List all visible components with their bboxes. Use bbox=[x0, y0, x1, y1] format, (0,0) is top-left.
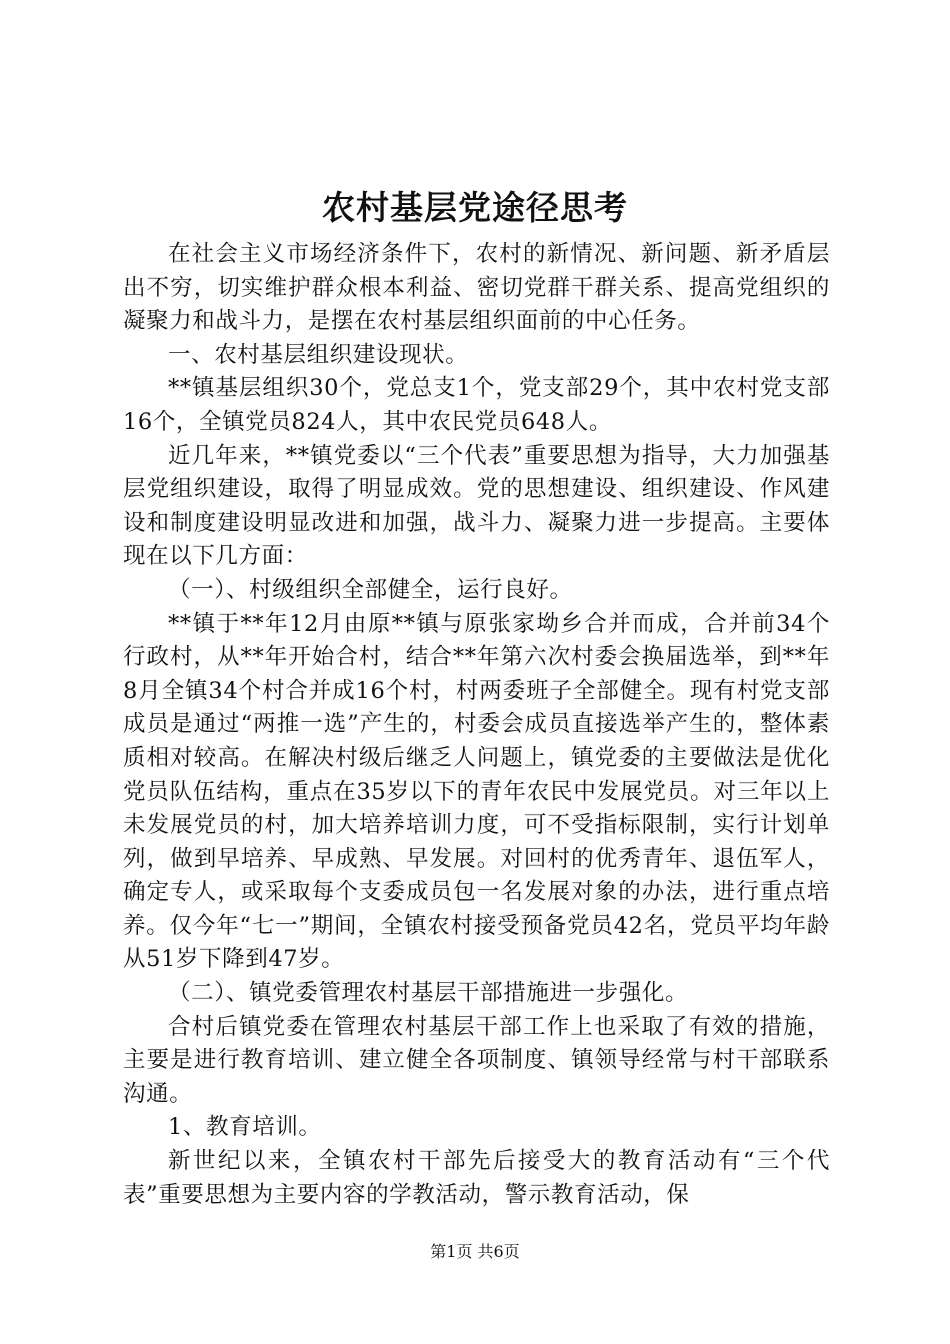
item-heading: 1、教育培训。 bbox=[168, 1114, 322, 1141]
subsection-heading: （二）、镇党委管理农村基层干部措施进一步强化。 bbox=[168, 980, 689, 1007]
page-footer: 第1页 共6页 bbox=[430, 1242, 520, 1261]
document-body bbox=[123, 238, 830, 1212]
paragraph: 新世纪以来，全镇农村干部先后接受大的教育活动有“三个代表”重要思想为主要内容的学教活动，警示教育活动，保 bbox=[123, 1148, 830, 1208]
paragraph: 在社会主义市场经济条件下，农村的新情况、新问题、新矛盾层出不穷，切实维护群众根本利益、密切党群干群关系、提高党组织的凝聚力和战斗力，是摆在农村基层组织面前的中心任务。 bbox=[123, 241, 830, 335]
paragraph: 合村后镇党委在管理农村基层干部工作上也采取了有效的措施，主要是进行教育培训、建立健全各项制度、镇领导经常与村干部联系沟通。 bbox=[123, 1013, 830, 1107]
paragraph: **镇基层组织30个，党总支1个，党支部29个，其中农村党支部16个，全镇党员824人，其中农民党员648人。 bbox=[123, 375, 830, 435]
paragraph: 近几年来，**镇党委以“三个代表”重要思想为指导，大力加强基层党组织建设，取得了明显成效。党的思想建设、组织建设、作风建设和制度建设明显改进和加强，战斗力、凝聚力进一步提高。主要体现在以下几方面： bbox=[123, 442, 830, 570]
subsection-heading: （一）、村级组织全部健全，运行良好。 bbox=[168, 576, 573, 603]
document-title: 农村基层党途径思考 bbox=[322, 188, 628, 227]
paragraph: **镇于**年12月由原**镇与原张家坳乡合并而成，合并前34个行政村，从**年开始合村，结合**年第六次村委会换届选举，到**年8月全镇34个村合并成16个村，村两委班子全部健全。现有村党支部成员是通过“两推一选”产生的，村委会成员直接选举产生的，整体素质相对较高。在解决村级后继乏人问题上，镇党委的主要做法是优化党员队伍结构，重点在35岁以下的青年农民中发展党员。对三年以上未发展党员的村，加大培养培训力度，可不受指标限制，实行计划单列，做到早培养、早成熟、早发展。对回村的优秀青年、退伍军人，确定专人，或采取每个支委成员包一名发展对象的办法，进行重点培养。仅今年“七一”期间，全镇农村接受预备党员42名，党员平均年龄从51岁下降到47岁。 bbox=[123, 610, 830, 973]
section-heading: 一、农村基层组织建设现状。 bbox=[168, 341, 469, 368]
